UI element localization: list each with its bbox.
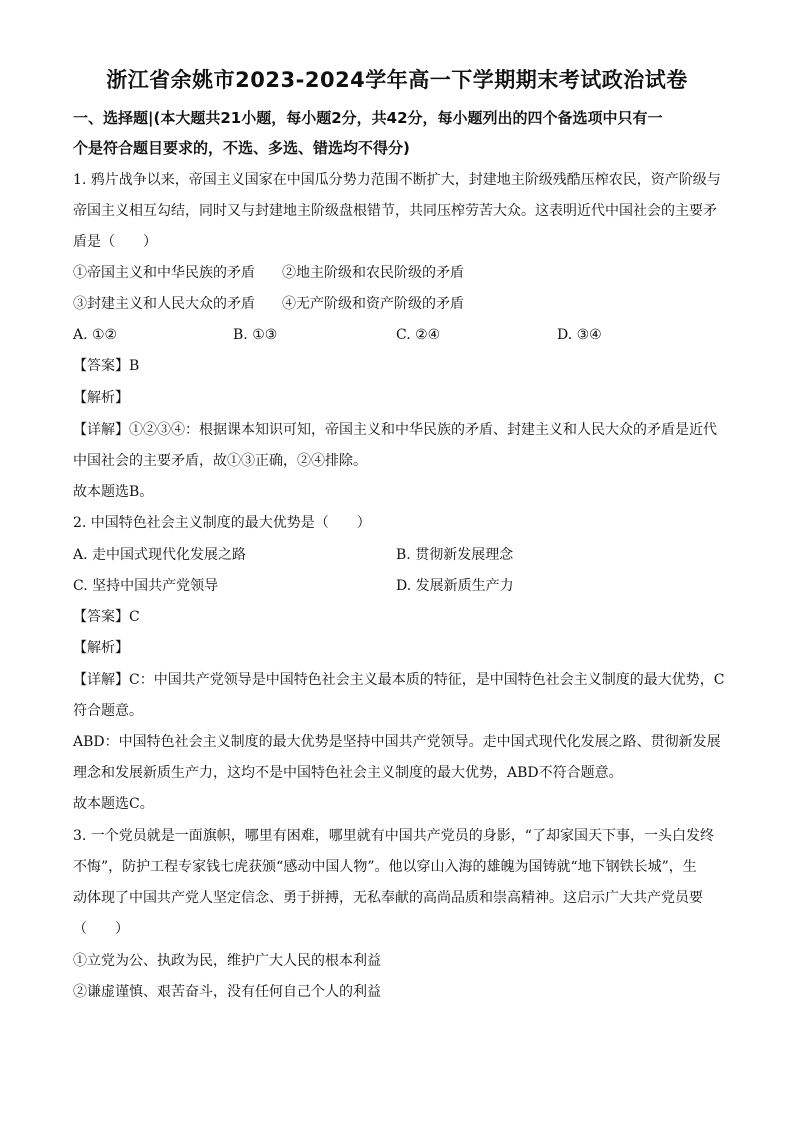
q3-stem-line3: 动体现了中国共产党人坚定信念、勇于拼搏，无私奉献的高尚品质和崇高精神。这启示广大共产党员要 bbox=[73, 890, 703, 906]
q2-detail-line4: 理念和发展新质生产力，这均不是中国特色社会主义制度的最大优势，ABD不符合题意。 bbox=[73, 765, 623, 781]
q3-stem-line4: （ ） bbox=[73, 921, 129, 937]
q2-option-d: D. 发展新质生产力 bbox=[396, 578, 514, 594]
q1-option-d: D. ③④ bbox=[557, 327, 602, 343]
q1-option-b: B. ①③ bbox=[233, 327, 278, 343]
q2-conclusion: 故本题选C。 bbox=[73, 796, 154, 812]
section-heading-line1: 一、选择题|(本大题共21小题，每小题2分，共42分，每小题列出的四个备选项中只有一 bbox=[73, 109, 663, 127]
q1-conclusion: 故本题选B。 bbox=[73, 484, 154, 500]
q3-item-2: ②谦虚谨慎、艰苦奋斗，没有任何自己个人的利益 bbox=[73, 984, 381, 1000]
q1-answer: 【答案】B bbox=[73, 358, 140, 374]
q2-answer: 【答案】C bbox=[73, 609, 140, 625]
q2-detail-line3: ABD：中国特色社会主义制度的最大优势是坚持中国共产党领导。走中国式现代化发展之路、贯彻新发展 bbox=[73, 734, 721, 750]
q1-option-a: A. ①② bbox=[73, 327, 118, 343]
q2-option-b: B. 贯彻新发展理念 bbox=[396, 547, 514, 563]
q1-item-4: ④无产阶级和资产阶级的矛盾 bbox=[282, 296, 464, 312]
q1-detail-line1: 【详解】①②③④：根据课本知识可知，帝国主义和中华民族的矛盾、封建主义和人民大众的矛盾是近代 bbox=[73, 422, 717, 438]
q3-item-1: ①立党为公、执政为民，维护广大人民的根本利益 bbox=[73, 953, 381, 969]
q1-item-3: ③封建主义和人民大众的矛盾 bbox=[73, 296, 255, 312]
q3-stem-line2: 不悔”，防护工程专家钱七虎获颁“感动中国人物”。他以穿山入海的雄魄为国铸就“地下钢铁长城”，生 bbox=[73, 859, 697, 875]
q2-detail-line1: 【详解】C：中国共产党领导是中国特色社会主义最本质的特征，是中国特色社会主义制度的最大优势，C bbox=[73, 672, 725, 688]
q2-option-a: A. 走中国式现代化发展之路 bbox=[73, 547, 247, 563]
q1-option-c: C. ②④ bbox=[396, 327, 441, 343]
q2-detail-line2: 符合题意。 bbox=[73, 703, 143, 719]
q1-analysis-label: 【解析】 bbox=[73, 390, 129, 406]
q1-stem-line3: 盾是（ ） bbox=[73, 234, 157, 250]
q2-analysis-label: 【解析】 bbox=[73, 640, 129, 656]
section-heading-line2: 个是符合题目要求的，不选、多选、错选均不得分) bbox=[73, 139, 410, 157]
q1-item-2: ②地主阶级和农民阶级的矛盾 bbox=[282, 265, 464, 281]
q3-stem-line1: 3. 一个党员就是一面旗帜，哪里有困难，哪里就有中国共产党员的身影，“了却家国天下事，一头白发终 bbox=[73, 828, 714, 844]
q2-stem: 2. 中国特色社会主义制度的最大优势是（ ） bbox=[73, 515, 371, 531]
q2-option-c: C. 坚持中国共产党领导 bbox=[73, 578, 219, 594]
q1-detail-line2: 中国社会的主要矛盾，故①③正确，②④排除。 bbox=[73, 453, 367, 469]
q1-stem-line1: 1. 鸦片战争以来，帝国主义国家在中国瓜分势力范围不断扩大，封建地主阶级残酷压榨农民，资产阶级与 bbox=[73, 172, 721, 188]
q1-stem-line2: 帝国主义相互勾结，同时又与封建地主阶级盘根错节，共同压榨劳苦大众。这表明近代中国社会的主要矛 bbox=[73, 203, 717, 219]
q1-item-1: ①帝国主义和中华民族的矛盾 bbox=[73, 265, 255, 281]
page-title: 浙江省余姚市2023-2024学年高一下学期期末考试政治试卷 bbox=[106, 68, 688, 92]
